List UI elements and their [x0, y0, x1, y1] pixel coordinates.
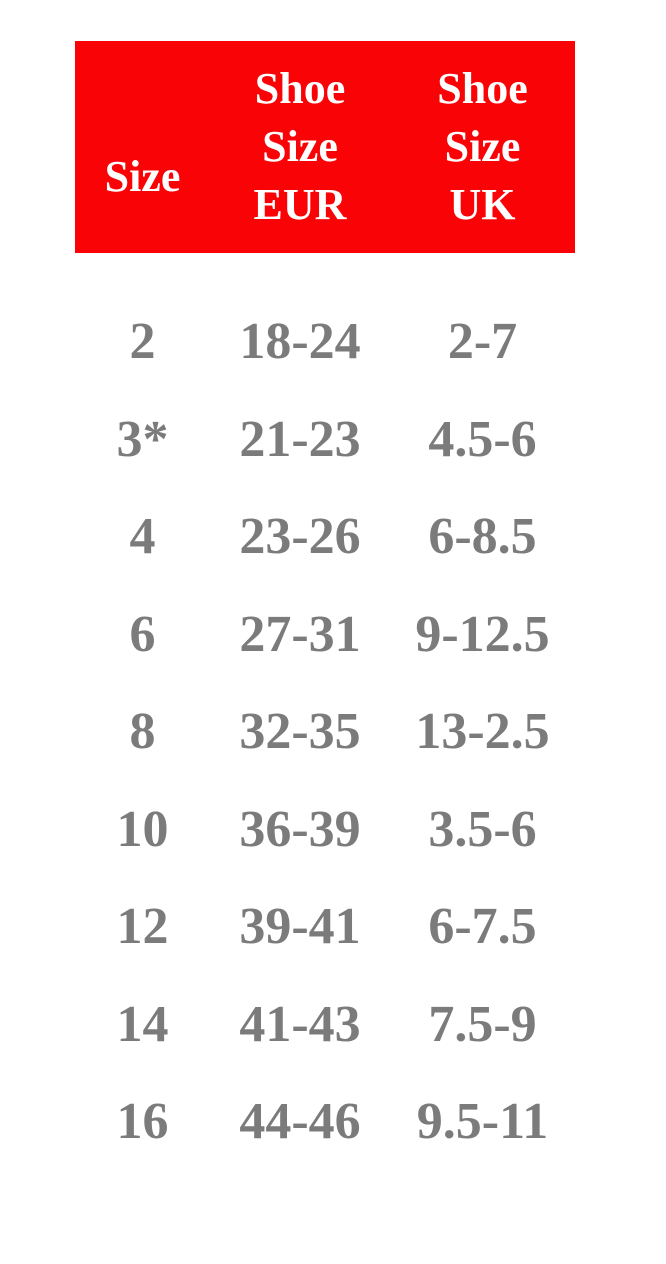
- header-size-label: Size: [104, 152, 181, 201]
- cell-uk: 3.5-6: [428, 800, 537, 858]
- cell-uk: 4.5-6: [428, 410, 537, 468]
- header-size: [75, 148, 210, 206]
- cell-eur: 39-41: [239, 898, 361, 956]
- table-row: [75, 683, 575, 781]
- header-shoe-size-eur: [210, 60, 390, 234]
- cell-uk: 9-12.5: [415, 605, 550, 663]
- cell-eur: 41-43: [239, 995, 361, 1053]
- cell-uk: 6-7.5: [428, 898, 537, 956]
- cell-uk: 13-2.5: [415, 703, 550, 761]
- header-uk-line: UK: [449, 180, 516, 229]
- cell-eur: 18-24: [239, 313, 361, 371]
- table-row: [75, 781, 575, 879]
- header-uk-line: Shoe: [437, 64, 528, 113]
- header-eur-line: EUR: [253, 180, 347, 229]
- table-row: [75, 293, 575, 391]
- cell-size: 2: [129, 313, 156, 371]
- cell-size: 10: [116, 800, 169, 858]
- cell-size: 14: [116, 995, 169, 1053]
- table-body: [75, 253, 575, 1171]
- cell-size: 3*: [116, 410, 169, 468]
- table-row: [75, 976, 575, 1074]
- cell-uk: 2-7: [447, 313, 518, 371]
- cell-eur: 21-23: [239, 410, 361, 468]
- cell-uk: 7.5-9: [428, 995, 537, 1053]
- cell-eur: 44-46: [239, 1093, 361, 1151]
- header-eur-line: Size: [262, 122, 338, 171]
- cell-size: 4: [129, 508, 156, 566]
- table-row: [75, 1073, 575, 1171]
- table-row: [75, 391, 575, 489]
- header-eur-line: Shoe: [254, 64, 346, 113]
- shoe-size-table: [75, 41, 575, 1171]
- cell-uk: 6-8.5: [428, 508, 537, 566]
- table-row: [75, 488, 575, 586]
- cell-size: 12: [116, 898, 169, 956]
- cell-size: 8: [129, 703, 156, 761]
- table-row: [75, 586, 575, 684]
- table-header: [75, 41, 575, 253]
- cell-uk: 9.5-11: [416, 1093, 549, 1151]
- cell-eur: 32-35: [239, 703, 361, 761]
- cell-eur: 36-39: [239, 800, 361, 858]
- header-uk-line: Size: [444, 122, 521, 171]
- table-row: [75, 878, 575, 976]
- cell-size: 16: [116, 1093, 169, 1151]
- cell-eur: 23-26: [239, 508, 361, 566]
- cell-size: 6: [129, 605, 156, 663]
- header-shoe-size-uk: [390, 60, 575, 234]
- cell-eur: 27-31: [239, 605, 361, 663]
